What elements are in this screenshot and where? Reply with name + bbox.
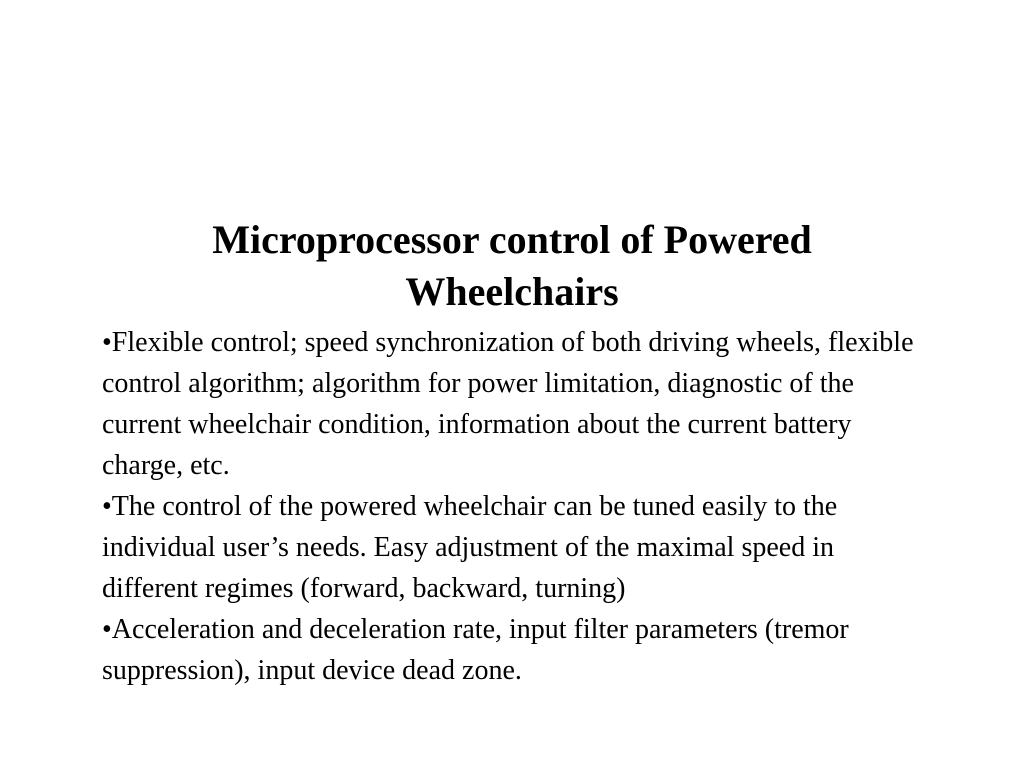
slide-title-line-2: Wheelchairs bbox=[405, 269, 619, 314]
bullet-item-tuning: •The control of the powered wheelchair can be tuned easily to the individual user’s needs. Easy adjustment of the maximal speed in different regimes (forward, backward, turning) bbox=[102, 491, 838, 604]
slide-title-line-1: Microprocessor control of Powered bbox=[212, 217, 812, 262]
bullet-item-flexible-control: •Flexible control; speed synchronization of both driving wheels, flexible control algorithm; algorithm for power limitation, diagnostic of the current wheelchair condition, information about the current battery charge, etc. bbox=[102, 327, 914, 481]
slide-title bbox=[100, 214, 924, 318]
bullet-list bbox=[102, 322, 932, 691]
bullet-item-acceleration: •Acceleration and deceleration rate, input filter parameters (tremor suppression), input device dead zone. bbox=[102, 614, 849, 686]
